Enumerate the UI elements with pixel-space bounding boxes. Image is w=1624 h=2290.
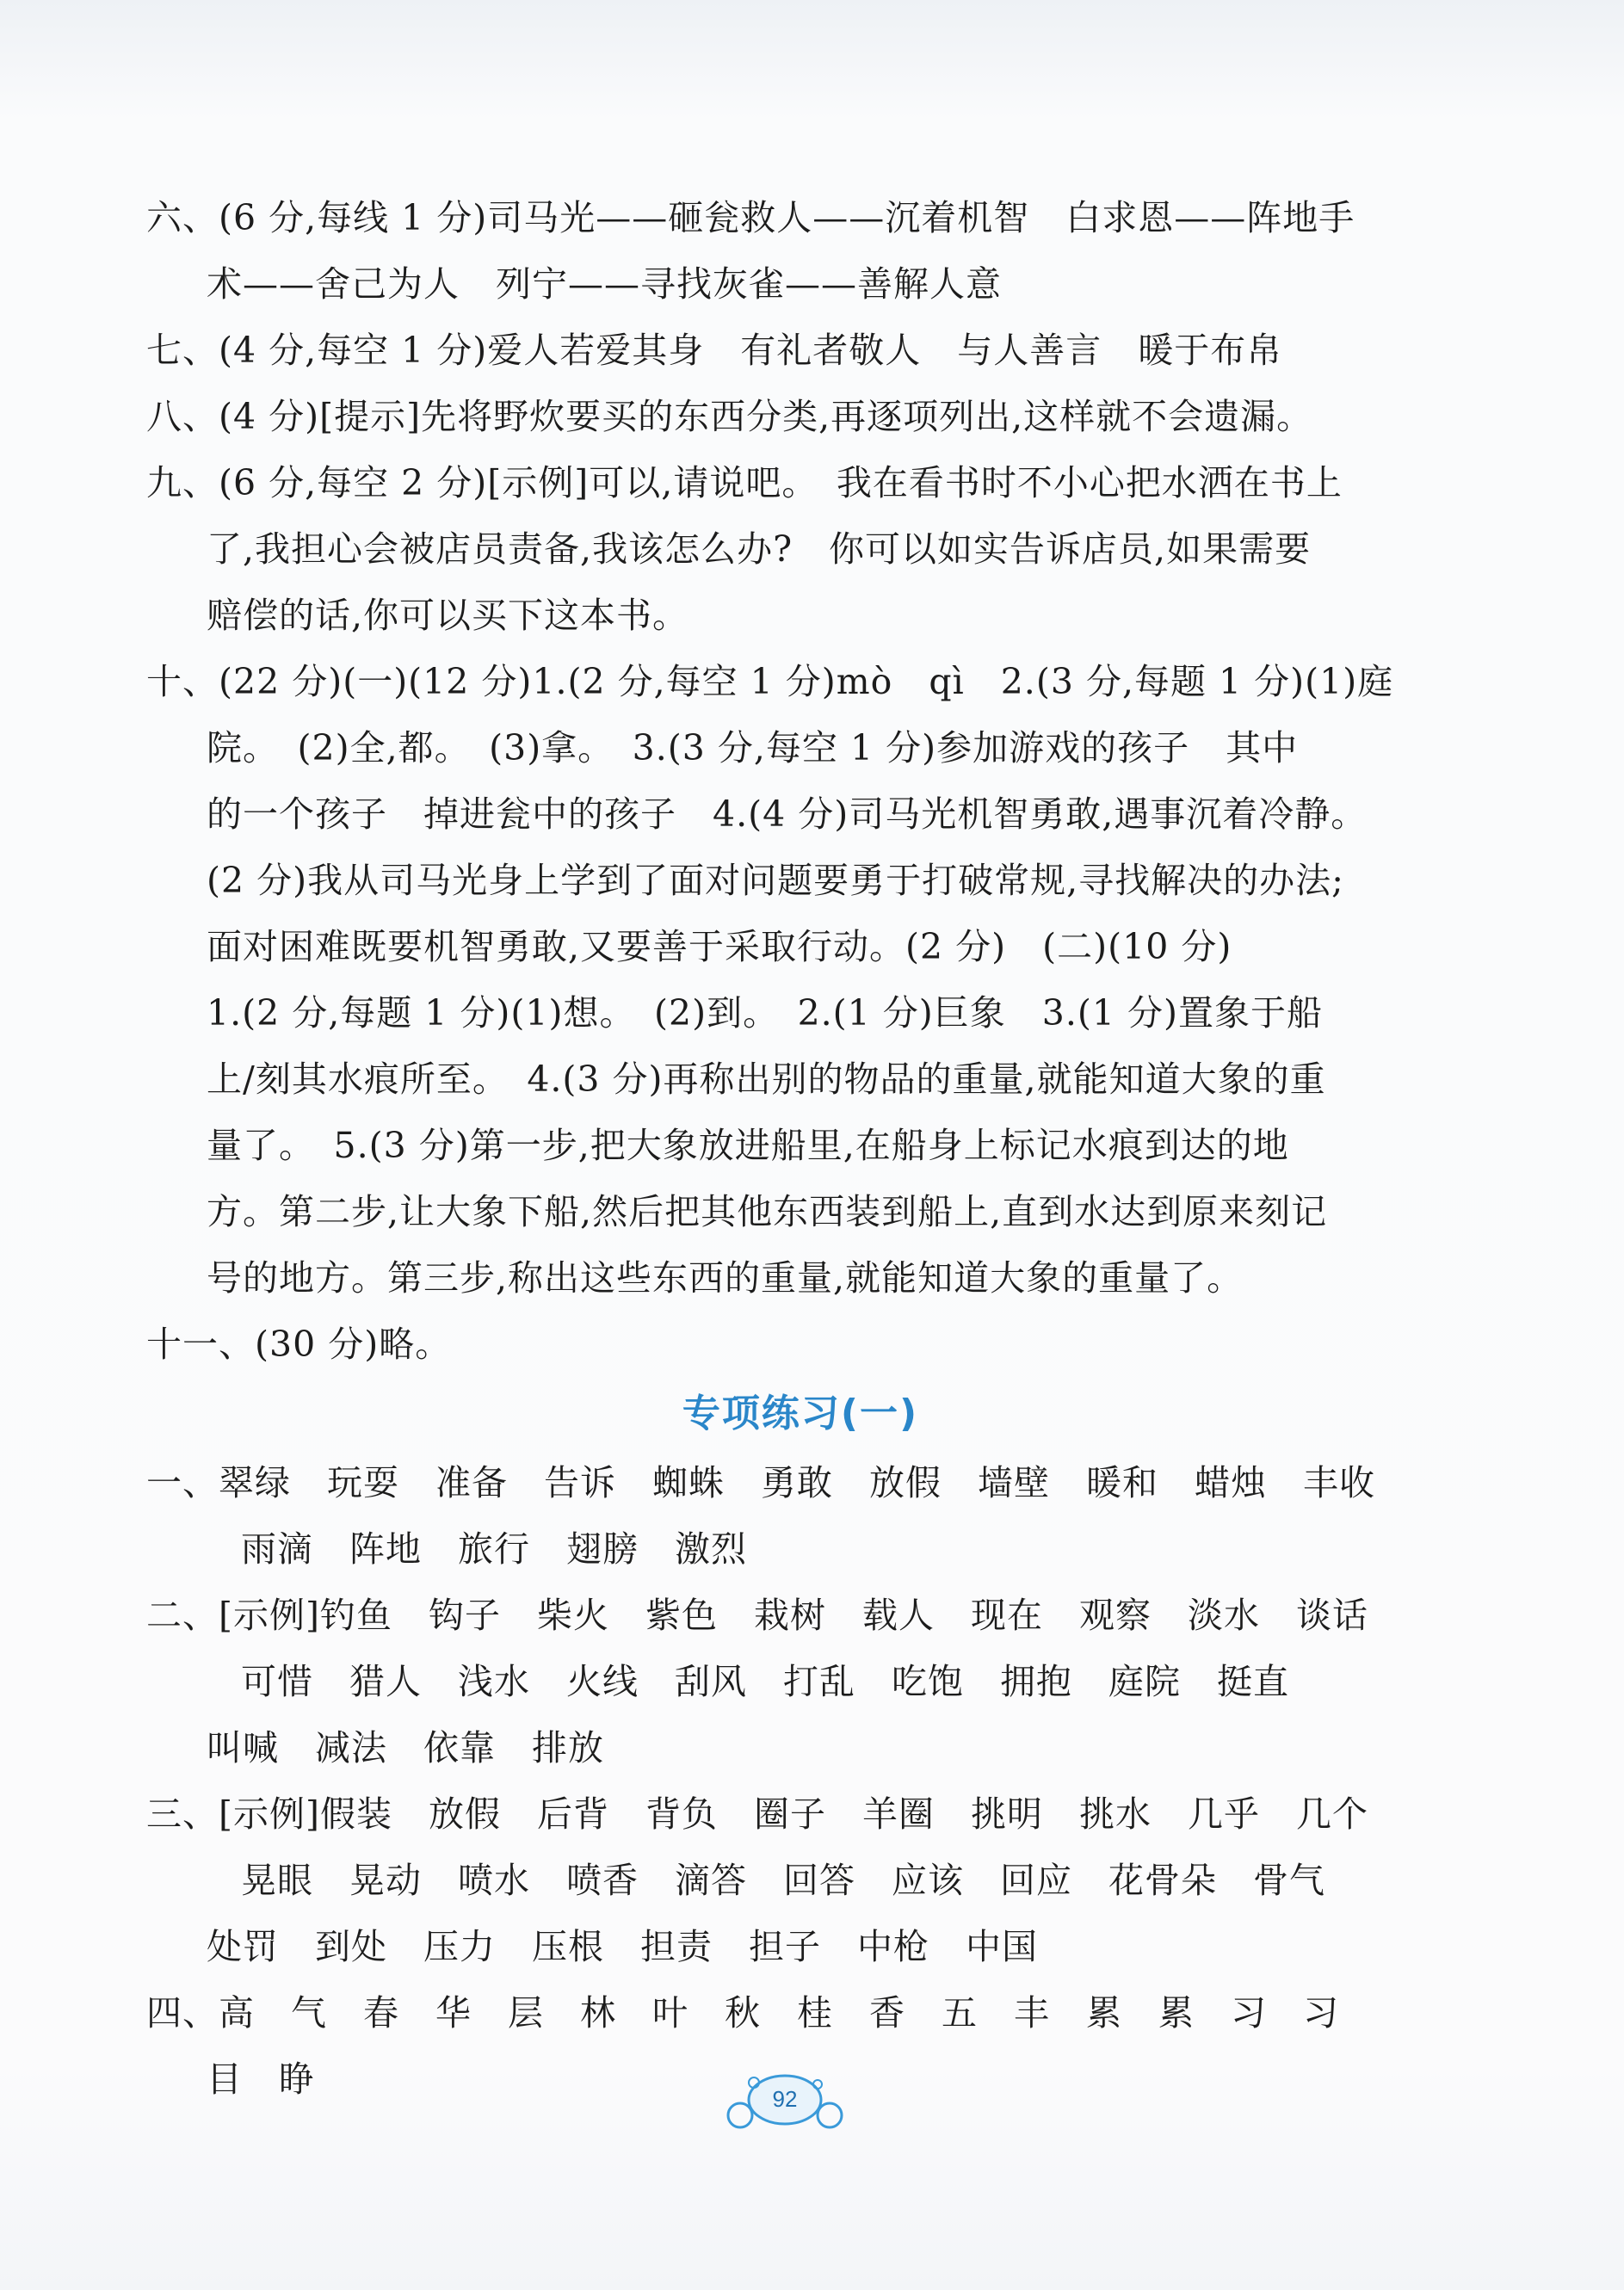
page-number: 92	[772, 2086, 798, 2112]
text-line: 1.(2 分,每题 1 分)(1)想。 (2)到。 2.(1 分)巨象 3.(1 分)置象于船	[207, 992, 1324, 1034]
text-line: 十、(22 分)(一)(12 分)1.(2 分,每空 1 分)mò qì 2.(3 分,每题 1 分)(1)庭	[146, 661, 1394, 702]
text-line: 了,我担心会被店员责备,我该怎么办? 你可以如实告诉店员,如果需要	[207, 528, 1312, 570]
text-line: 叫喊 减法 依靠 排放	[207, 1727, 604, 1768]
practice-section-3	[146, 1781, 1454, 1980]
text-line: 目 睁	[207, 2059, 315, 2100]
text-line: 号的地方。第三步,称出这些东西的重量,就能知道大象的重量了。	[207, 1257, 1244, 1299]
answer-content	[146, 185, 1454, 2113]
text-line: 二、[示例]钓鱼 钩子 柴火 紫色 栽树 载人 现在 观察 淡水 谈话	[146, 1595, 1368, 1636]
text-line: 七、(4 分,每空 1 分)爱人若爱其身 有礼者敬人 与人善言 暖于布帛	[146, 330, 1283, 371]
text-line: 方。第二步,让大象下船,然后把其他东西装到船上,直到水达到原来刻记	[207, 1191, 1328, 1232]
text-line: 量了。 5.(3 分)第一步,把大象放进船里,在船身上标记水痕到达的地	[207, 1125, 1289, 1166]
text-line: 面对困难既要机智勇敢,又要善于采取行动。(2 分) (二)(10 分)	[207, 926, 1232, 967]
answer-section-ten	[146, 649, 1454, 1312]
text-line: 可惜 猎人 浅水 火线 刮风 打乱 吃饱 拥抱 庭院 挺直	[241, 1661, 1289, 1702]
text-line: 晃眼 晃动 喷水 喷香 滴答 回答 应该 回应 花骨朵 骨气	[241, 1860, 1325, 1901]
text-line: 的一个孩子 掉进瓮中的孩子 4.(4 分)司马光机智勇敢,遇事沉着冷静。	[207, 793, 1368, 835]
text-line: 一、翠绿 玩耍 准备 告诉 蜘蛛 勇敢 放假 墙壁 暖和 蜡烛 丰收	[146, 1462, 1375, 1503]
text-line: 三、[示例]假装 放假 后背 背负 圈子 羊圈 挑明 挑水 几乎 几个	[146, 1793, 1368, 1835]
text-line: (2 分)我从司马光身上学到了面对问题要勇于打破常规,寻找解决的办法;	[207, 860, 1344, 901]
text-line: 八、(4 分)[提示]先将野炊要买的东西分类,再逐项列出,这样就不会遗漏。	[146, 396, 1313, 437]
practice-section-1	[146, 1450, 1454, 1583]
text-line: 上/刻其水痕所至。 4.(3 分)再称出别的物品的重量,就能知道大象的重	[207, 1059, 1326, 1100]
text-line: 术——舍己为人 列宁——寻找灰雀——善解人意	[207, 263, 1002, 305]
text-line: 处罚 到处 压力 压根 担责 担子 中枪 中国	[207, 1926, 1038, 1967]
answer-section-eleven	[146, 1312, 1454, 1378]
text-line: 雨滴 阵地 旅行 翅膀 激烈	[241, 1528, 747, 1570]
practice-title: 专项练习(一)	[682, 1392, 919, 1435]
text-line: 院。 (2)全,都。 (3)拿。 3.(3 分,每空 1 分)参加游戏的孩子 其中	[207, 727, 1299, 768]
answer-section-nine	[146, 450, 1454, 649]
answer-section-six	[146, 185, 1454, 318]
text-line: 十一、(30 分)略。	[146, 1324, 452, 1365]
answer-section-eight	[146, 384, 1454, 450]
practice-section-2	[146, 1583, 1454, 1781]
page-number-badge	[725, 2065, 845, 2134]
text-line: 九、(6 分,每空 2 分)[示例]可以,请说吧。 我在看书时不小心把水洒在书上	[146, 462, 1343, 503]
text-line: 六、(6 分,每线 1 分)司马光——砸瓮救人——沉着机智 白求恩——阵地手	[146, 197, 1355, 238]
text-line: 赔偿的话,你可以买下这本书。	[207, 595, 689, 636]
answer-section-seven	[146, 318, 1454, 384]
text-line: 四、高 气 春 华 层 林 叶 秋 桂 香 五 丰 累 累 习 习	[146, 1992, 1339, 2034]
